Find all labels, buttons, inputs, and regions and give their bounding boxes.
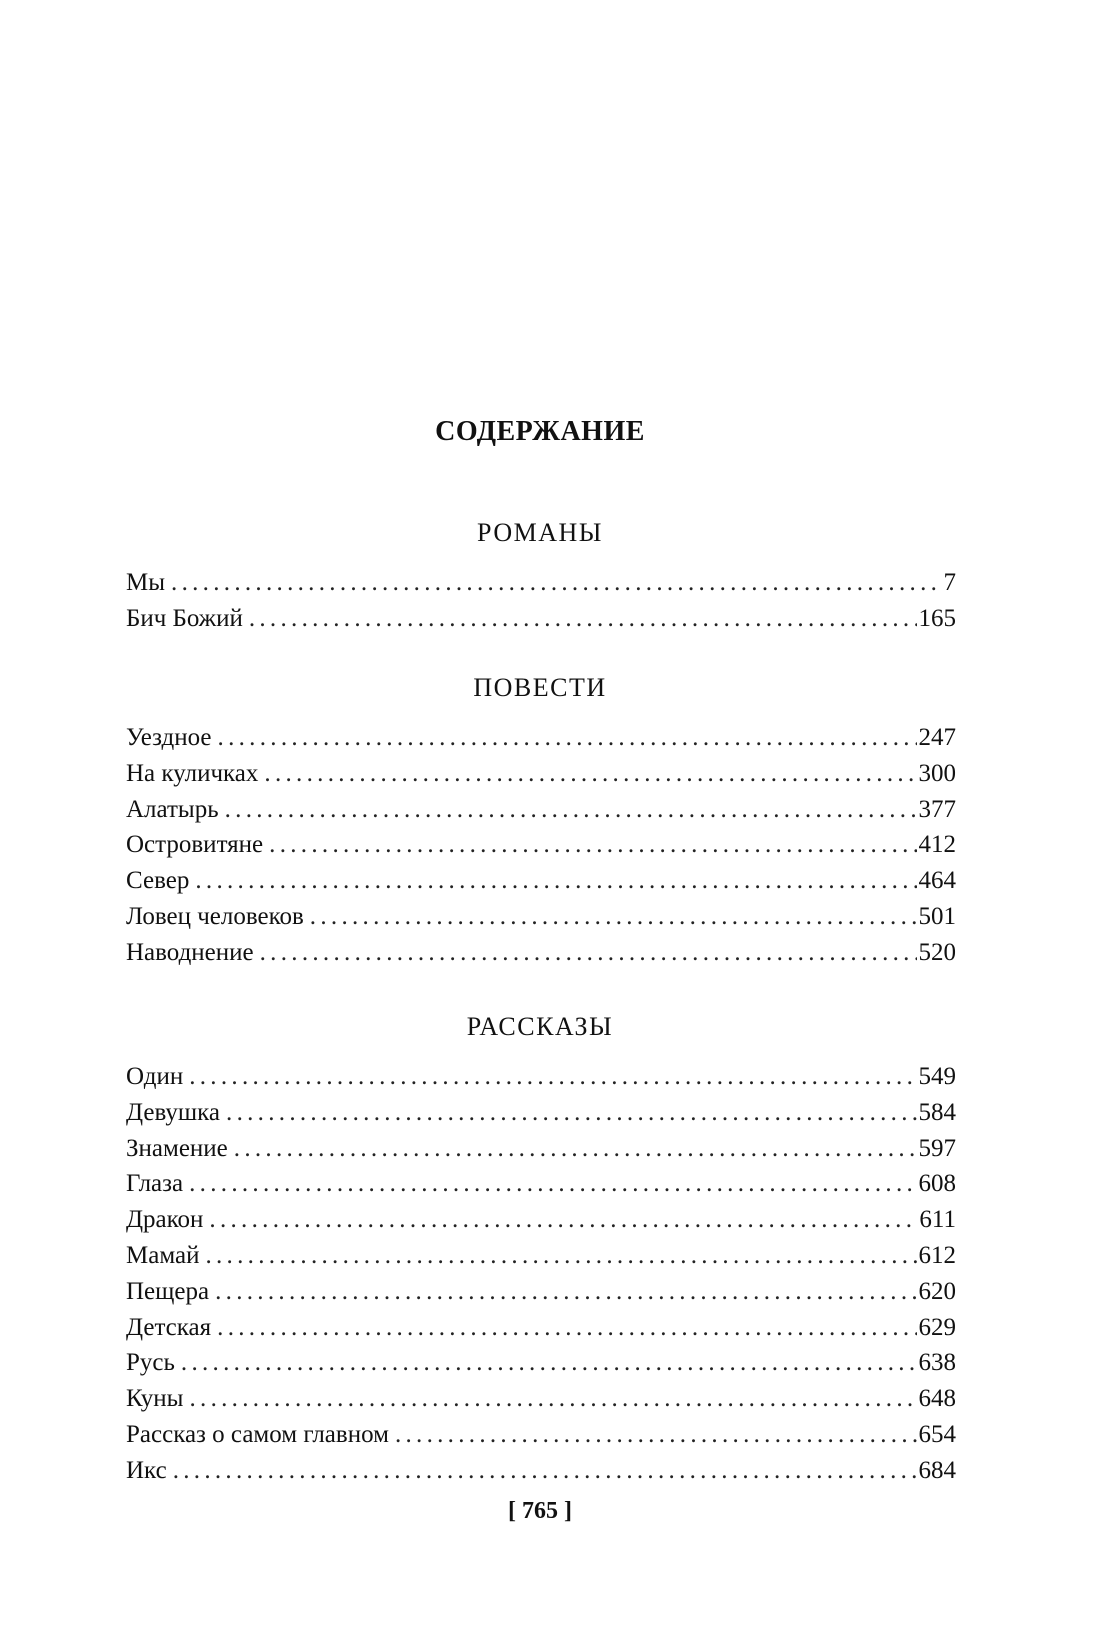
- toc-entry-title: Детская: [126, 1313, 212, 1341]
- toc-entry: [126, 720, 956, 756]
- toc-entry-page: 520: [918, 938, 956, 966]
- toc-entry: [126, 1345, 956, 1381]
- toc-entry-page: 464: [918, 867, 956, 895]
- toc-entry-title: Север: [126, 867, 190, 895]
- toc-entry-page: 7: [943, 569, 956, 596]
- dot-leader: [217, 1310, 916, 1346]
- toc-entry-page: 612: [918, 1241, 956, 1269]
- toc-entry: [126, 601, 956, 637]
- dot-leader: [173, 1453, 917, 1489]
- toc-entry: [126, 1131, 956, 1167]
- toc-entry-page: 638: [918, 1349, 956, 1377]
- toc-entry-page: 501: [918, 902, 956, 930]
- toc-entry-title: Икс: [126, 1456, 167, 1484]
- dot-leader: [226, 1095, 916, 1131]
- toc-entry-page: 611: [919, 1206, 956, 1234]
- dot-leader: [225, 792, 917, 828]
- toc-entry: [126, 1095, 956, 1131]
- dot-leader: [181, 1345, 917, 1381]
- toc-entry: [126, 756, 956, 792]
- toc-entry: [126, 1274, 956, 1310]
- toc-entry: [126, 1059, 956, 1095]
- toc-entry: [126, 1381, 956, 1417]
- toc-entry-page: 165: [918, 604, 956, 632]
- section-heading-novels: РОМАНЫ: [477, 518, 603, 547]
- dot-leader: [189, 1166, 916, 1202]
- toc-entry: [126, 827, 956, 863]
- toc-entry-page: 584: [918, 1098, 956, 1126]
- toc-entry: [126, 863, 956, 899]
- dot-leader: [189, 1381, 916, 1417]
- toc-entry-page: 597: [918, 1134, 956, 1162]
- toc-entry-title: Ловец человеков: [126, 902, 304, 930]
- toc-entry-title: Знамение: [126, 1134, 228, 1162]
- dot-leader: [264, 756, 916, 792]
- toc-list-novellas: [126, 720, 956, 971]
- toc-entry-title: Мамай: [126, 1241, 200, 1269]
- toc-entry-title: Рассказ о самом главном: [126, 1420, 389, 1448]
- toc-entry-title: Бич Божий: [126, 604, 243, 632]
- dot-leader: [249, 601, 917, 637]
- toc-entry-title: Глаза: [126, 1170, 184, 1198]
- toc-list-novels: [126, 565, 956, 637]
- section-heading-stories: РАССКАЗЫ: [466, 1012, 614, 1041]
- toc-entry: [126, 1238, 956, 1274]
- toc-entry-page: 412: [918, 831, 956, 859]
- dot-leader: [195, 863, 916, 899]
- toc-entry: [126, 1417, 956, 1453]
- dot-leader: [209, 1202, 917, 1238]
- toc-entry-page: 620: [918, 1277, 956, 1305]
- toc-entry-title: Русь: [126, 1349, 175, 1377]
- dot-leader: [171, 565, 941, 601]
- toc-entry-page: 300: [918, 759, 956, 787]
- toc-entry: [126, 792, 956, 828]
- toc-entry-title: Наводнение: [126, 938, 254, 966]
- toc-entry-title: Островитяне: [126, 831, 264, 859]
- toc-list-stories: [126, 1059, 956, 1489]
- toc-entry-page: 549: [918, 1063, 956, 1090]
- dot-leader: [260, 935, 917, 971]
- dot-leader: [215, 1274, 916, 1310]
- dot-leader: [395, 1417, 917, 1453]
- toc-entry-title: Алатырь: [126, 795, 219, 823]
- dot-leader: [218, 720, 917, 756]
- toc-entry-title: На куличках: [126, 759, 259, 787]
- toc-entry-title: Девушка: [126, 1098, 221, 1126]
- toc-entry-page: 654: [918, 1420, 956, 1448]
- toc-entry-page: 629: [918, 1313, 956, 1341]
- dot-leader: [189, 1059, 916, 1095]
- toc-entry: [126, 1202, 956, 1238]
- toc-entry-title: Один: [126, 1063, 184, 1090]
- toc-entry: [126, 935, 956, 971]
- page-title: СОДЕРЖАНИЕ: [435, 416, 645, 447]
- toc-entry-page: 648: [918, 1385, 956, 1413]
- section-heading-novellas: ПОВЕСТИ: [473, 673, 607, 702]
- dot-leader: [269, 827, 916, 863]
- toc-entry-page: 247: [918, 724, 956, 751]
- toc-entry-page: 377: [918, 795, 956, 823]
- dot-leader: [310, 899, 917, 935]
- dot-leader: [205, 1238, 916, 1274]
- toc-entry: [126, 1453, 956, 1489]
- toc-entry: [126, 565, 956, 601]
- toc-entry: [126, 899, 956, 935]
- toc-entry-title: Уездное: [126, 724, 212, 751]
- toc-entry-title: Мы: [126, 569, 166, 596]
- toc-entry-title: Куны: [126, 1385, 184, 1413]
- dot-leader: [234, 1131, 917, 1167]
- toc-entry-title: Пещера: [126, 1277, 210, 1305]
- page-number: [ 765 ]: [508, 1498, 572, 1524]
- toc-entry: [126, 1310, 956, 1346]
- toc-entry-page: 684: [918, 1456, 956, 1484]
- toc-entry-title: Дракон: [126, 1206, 204, 1234]
- toc-entry-page: 608: [918, 1170, 956, 1198]
- toc-entry: [126, 1166, 956, 1202]
